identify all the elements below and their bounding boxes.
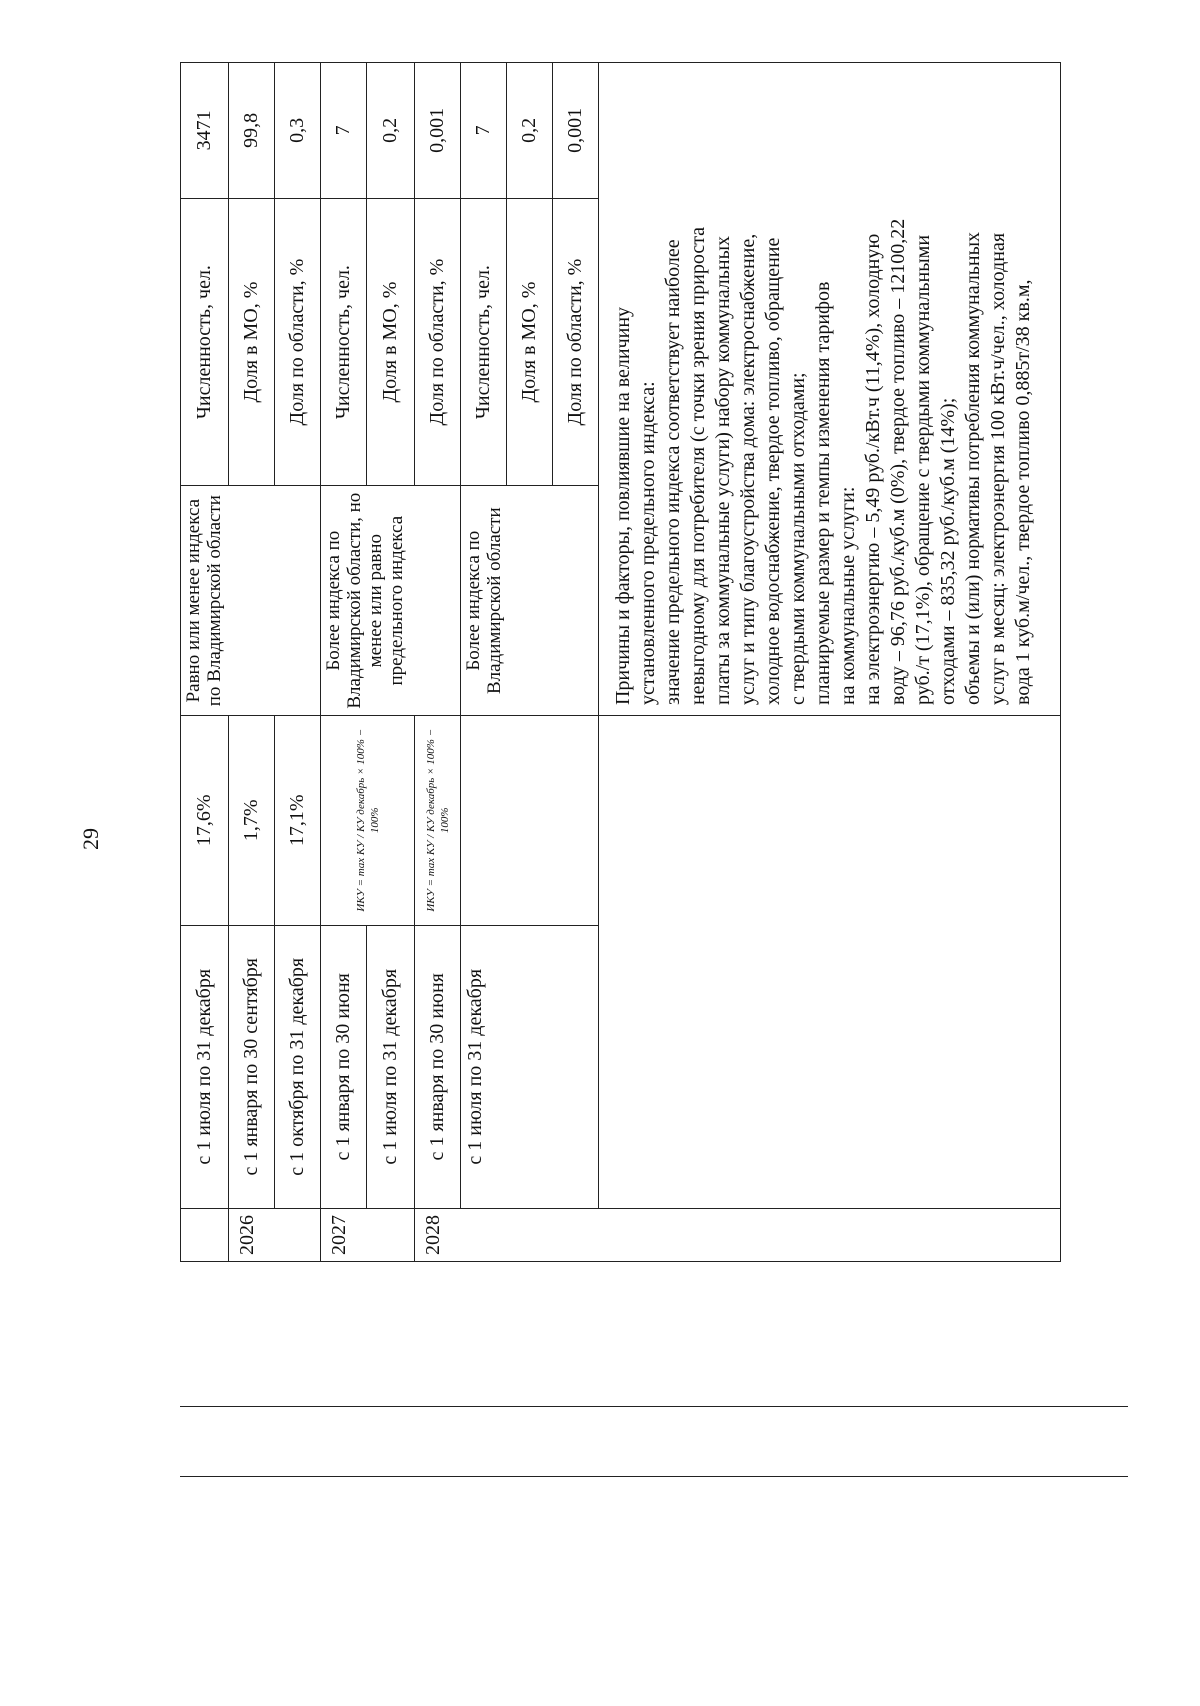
year-cell: [275, 1209, 321, 1262]
factors-line: холодное водоснабжение, твердое топливо, обращение: [762, 237, 784, 706]
indicator-cell: Доля по области, %: [415, 198, 461, 486]
factors-line: услуг и типу благоустройства дома: электроснабжение,: [737, 233, 759, 706]
index-cell: 17,1%: [275, 716, 321, 926]
factors-line: на электроэнергию – 5,49 руб./кВт.ч (11,4%), холодную: [862, 233, 884, 706]
period-cell: с 1 января по 30 июня: [321, 925, 367, 1208]
value-cell: 7: [321, 63, 367, 199]
factors-line: планируемые размер и темпы изменения тарифов: [812, 281, 834, 706]
period-cell: с 1 июля по 31 декабря: [367, 925, 415, 1208]
indicator-cell: Численность, чел.: [181, 198, 229, 486]
factors-line: воду – 96,76 руб./куб.м (0%), твердое топливо – 12100,22: [887, 218, 909, 706]
indicator-cell: Доля по области, %: [553, 198, 599, 486]
period-cell: с 1 октября по 31 декабря: [275, 925, 321, 1208]
formula-2027: ИКУ = max КУ / КУ декабрь × 100% − 100%: [321, 716, 415, 926]
indicator-cell: Доля по области, %: [275, 198, 321, 486]
table-row: [461, 63, 507, 1262]
factors-line: вода 1 куб.м/чел., твердое топливо 0,885т/38 кв.м,: [1012, 279, 1034, 706]
factors-cell: [599, 63, 1061, 716]
table-row: [181, 63, 229, 1262]
criteria-cell: Равно или менее индекса по Владимирской области: [181, 486, 321, 716]
factors-line: невыгодному для потребителя (с точки зрения прироста: [687, 226, 709, 706]
factors-line: объемы и (или) нормативы потребления коммунальных: [962, 231, 984, 706]
indicator-cell: Доля в МО, %: [507, 198, 553, 486]
index-table: [180, 62, 1061, 1262]
year-cell: [599, 1209, 1061, 1262]
bottom-rule-1: [180, 1406, 1128, 1407]
index-cell: 17,6%: [181, 716, 229, 926]
rotated-page-content: [180, 62, 1120, 1262]
period-cell: с 1 января по 30 июня: [415, 925, 461, 1208]
empty-cell: [599, 716, 1061, 1209]
factors-line: Причины и факторы, повлиявшие на величину: [612, 306, 634, 706]
value-cell: 0,001: [415, 63, 461, 199]
table-row: [599, 63, 1061, 1262]
year-cell: 2027: [321, 1209, 367, 1262]
factors-line: на коммунальные услуги:: [837, 486, 859, 706]
formula-2028: ИКУ = max КУ / КУ декабрь × 100% − 100%: [415, 716, 461, 926]
year-cell: [367, 1209, 415, 1262]
value-cell: 99,8: [229, 63, 275, 199]
value-cell: 3471: [181, 63, 229, 199]
factors-line: отходами – 835,32 руб./куб.м (14%);: [937, 397, 959, 706]
indicator-cell: Доля в МО, %: [367, 198, 415, 486]
bottom-rule-2: [180, 1476, 1128, 1477]
factors-line: услуг в месяц: электроэнергия 100 кВт.ч/чел., холодная: [987, 232, 1009, 706]
indicator-cell: Численность, чел.: [461, 198, 507, 486]
indicator-cell: Доля в МО, %: [229, 198, 275, 486]
value-cell: 0,2: [507, 63, 553, 199]
criteria-cell: Более индекса по Владимирской области: [461, 486, 599, 716]
value-cell: 7: [461, 63, 507, 199]
year-cell: [181, 1209, 229, 1262]
value-cell: 0,3: [275, 63, 321, 199]
page-number: 29: [78, 828, 103, 850]
period-cell: с 1 июля по 31 декабря: [181, 925, 229, 1208]
table-row: [321, 63, 367, 1262]
index-cell: 1,7%: [229, 716, 275, 926]
value-cell: 0,2: [367, 63, 415, 199]
factors-line: с твердыми коммунальными отходами;: [787, 372, 809, 706]
factors-line: значение предельного индекса соответствует наиболее: [662, 239, 684, 706]
criteria-cell: Более индекса по Владимирской области, но менее или равно предельного индекса: [321, 486, 461, 716]
factors-text: [611, 71, 1036, 705]
indicator-cell: Численность, чел.: [321, 198, 367, 486]
period-cell: с 1 июля по 31 декабря: [461, 925, 599, 1208]
value-cell: 0,001: [553, 63, 599, 199]
index-cell: [461, 716, 599, 926]
year-cell: 2026: [229, 1209, 275, 1262]
factors-line: руб./т (17,1%), обращение с твердыми коммунальными: [912, 234, 934, 706]
factors-line: платы за коммунальные услуги) набору коммунальных: [712, 235, 734, 706]
factors-line: установленного предельного индекса:: [637, 381, 659, 706]
year-cell: 2028: [415, 1209, 599, 1262]
period-cell: с 1 января по 30 сентября: [229, 925, 275, 1208]
